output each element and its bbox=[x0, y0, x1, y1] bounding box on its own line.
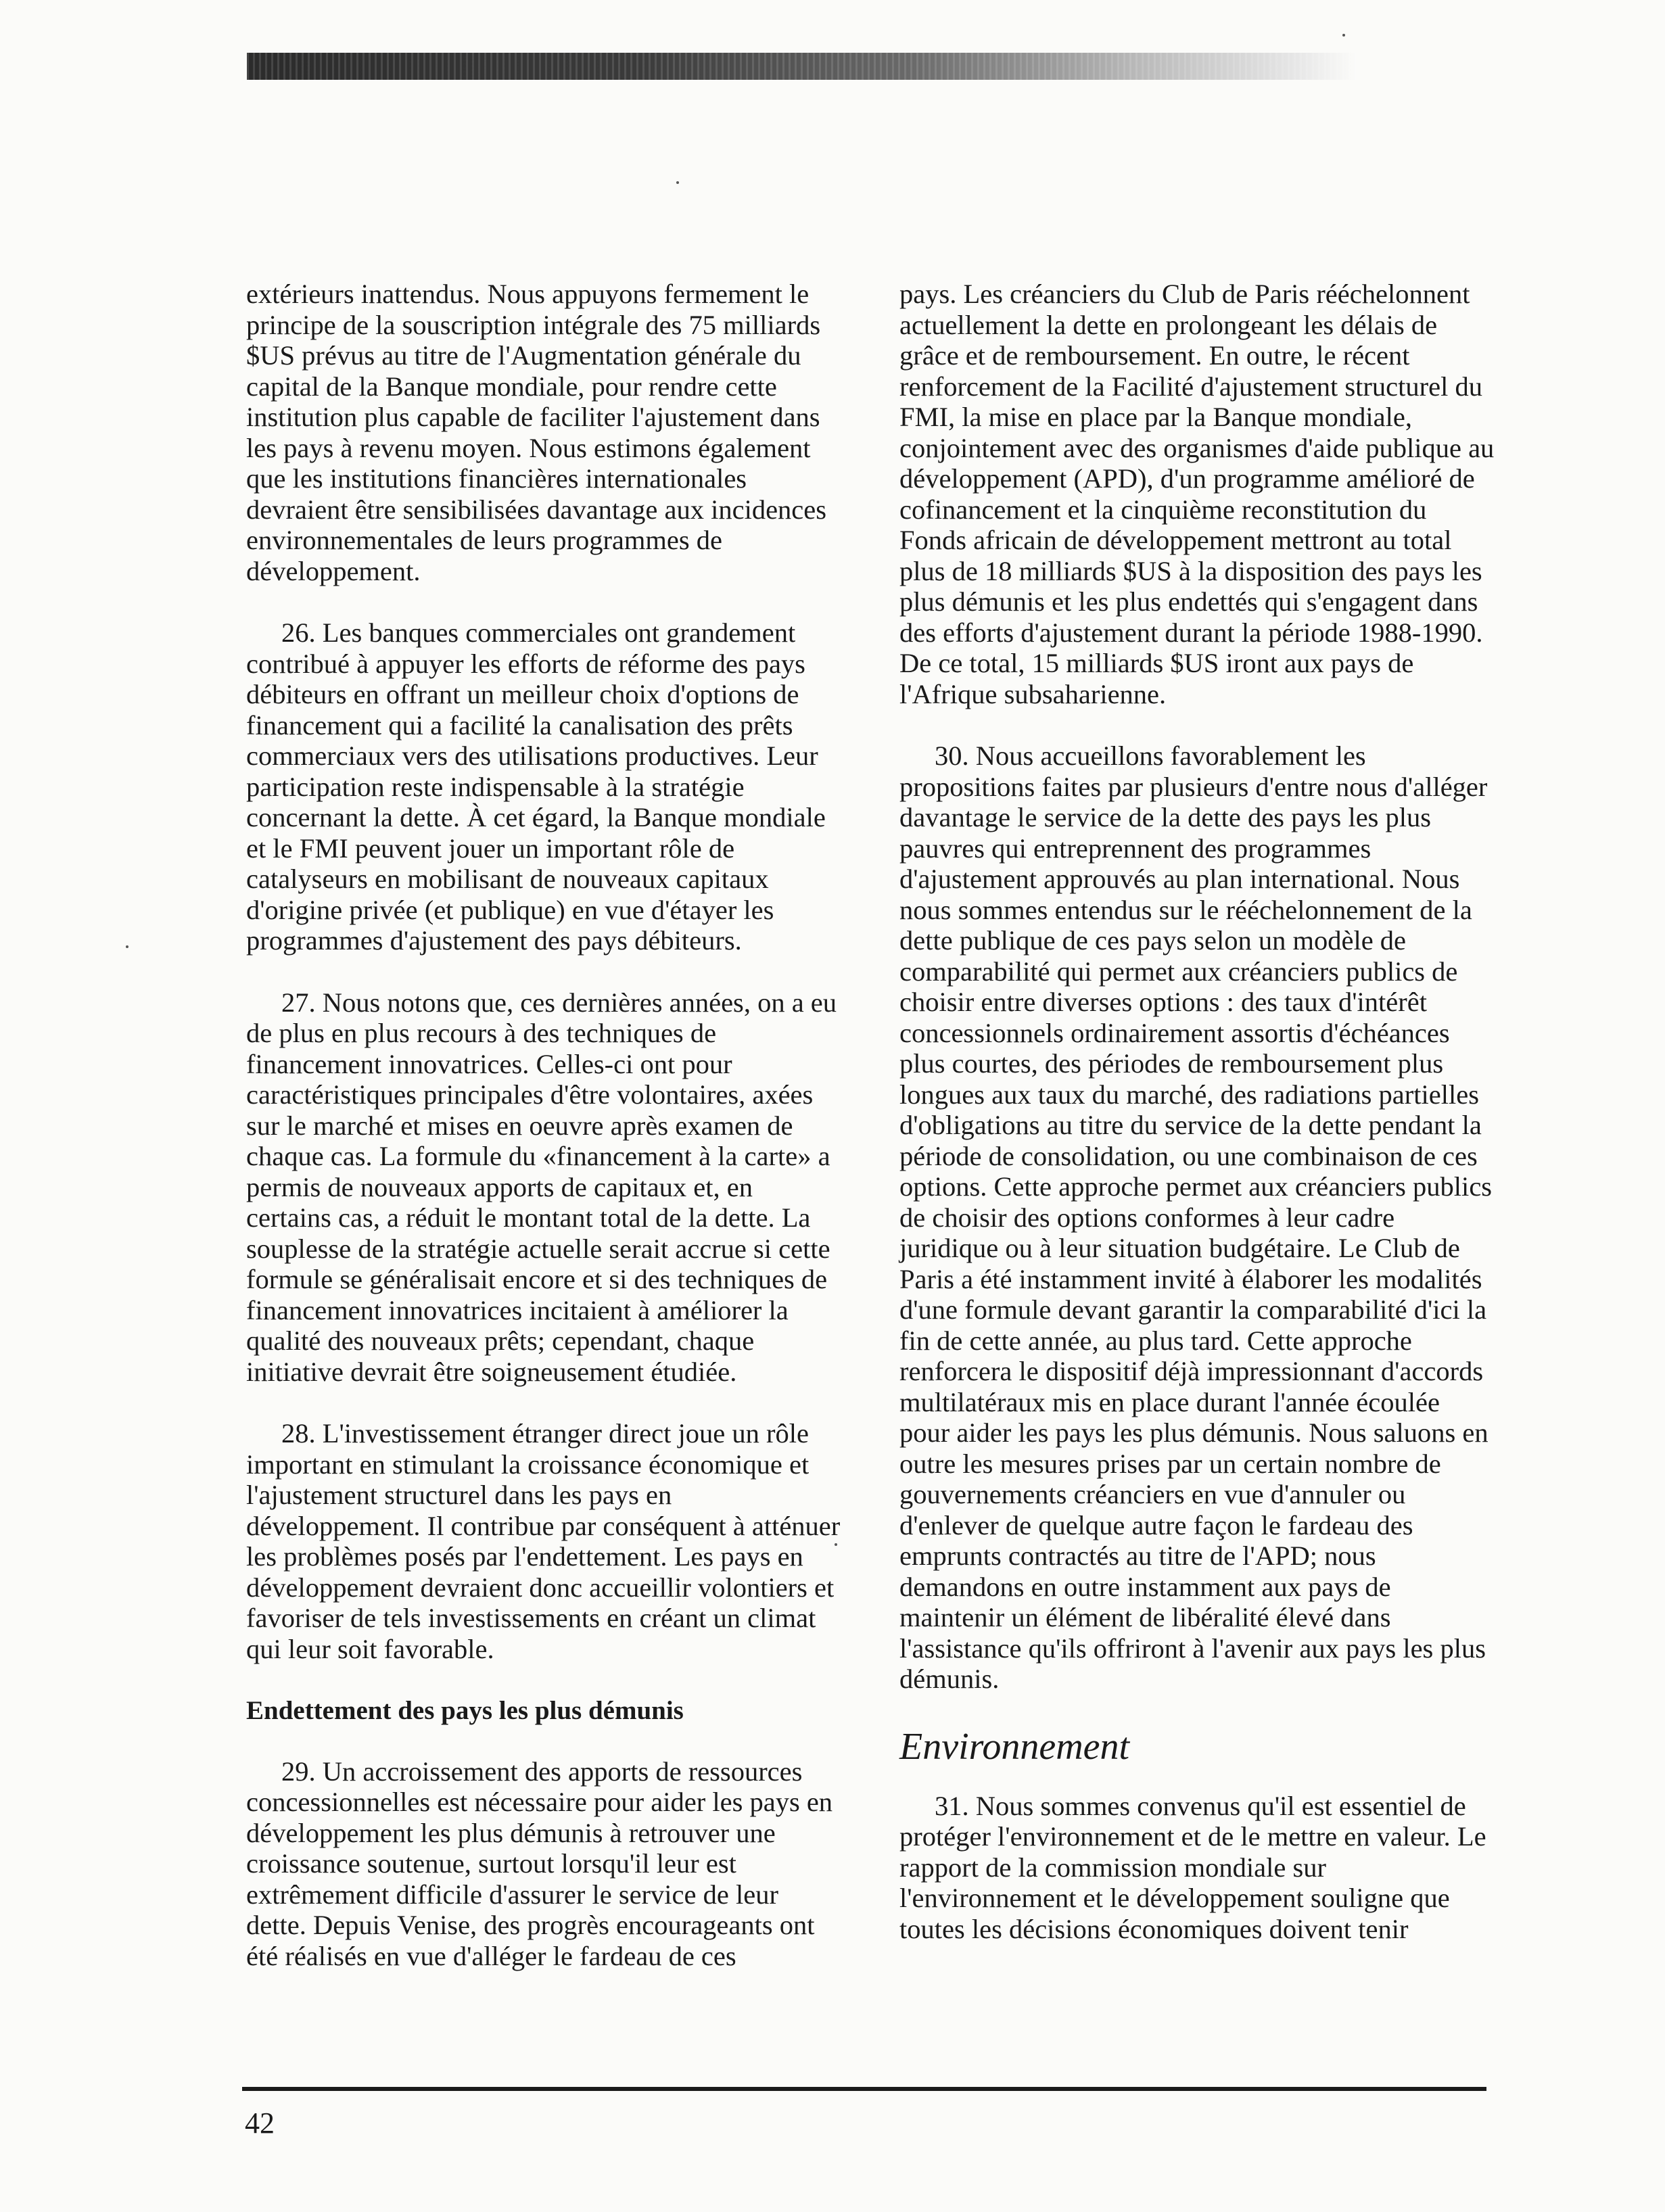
section-title-environnement: Environnement bbox=[899, 1725, 1130, 1768]
scan-speck bbox=[676, 181, 679, 184]
paragraph-29: 29. Un accroissement des apports de ressources concessionnelles est nécessaire pour aider les pays en développement les plus démunis à retrouver une croissance soutenue, surtout lorsqu'il leur est extrêmement difficile d'assurer le service de leur dette. Depuis Venise, des progrès encourageants ont été réalisés en vue d'alléger le fardeau de ces bbox=[246, 1756, 833, 1971]
page-number: 42 bbox=[245, 2107, 275, 2140]
right-column bbox=[899, 279, 1495, 1975]
left-column bbox=[246, 279, 841, 2002]
header-band bbox=[247, 53, 1356, 80]
footer-rule bbox=[242, 2087, 1486, 2091]
scan-speck bbox=[835, 1543, 837, 1546]
paragraph-continued: extérieurs inattendus. Nous appuyons fermement le principe de la souscription intégrale des 75 milliards $US prévus au titre de l'Augmentation générale du capital de la Banque mondiale, pour rendre cette institution plus capable de faciliter l'ajustement dans les pays à revenu moyen. Nous estimons également que les institutions financières internationales devraient être sensibilisées davantage aux incidences environnementales de leurs programmes de développement. bbox=[246, 279, 827, 586]
paragraph-29-continued: pays. Les créanciers du Club de Paris rééchelonnent actuellement la dette en prolongeant les délais de grâce et de remboursement. En outre, le récent renforcement de la Facilité d'ajustement structurel du FMI, la mise en place par la Banque mondiale, conjointement avec des organismes d'aide publique au développement (APD), d'un programme amélioré de cofinancement et la cinquième reconstitution du Fonds africain de développement mettront au total plus de 18 milliards $US à la disposition des pays les plus démunis et les plus endettés qui s'engagent dans des efforts d'ajustement durant la période 1988-1990. De ce total, 15 milliards $US iront aux pays de l'Afrique subsaharienne. bbox=[899, 279, 1495, 709]
scan-speck bbox=[126, 945, 128, 948]
paragraph-28: 28. L'investissement étranger direct joue un rôle important en stimulant la croissance économique et l'ajustement structurel dans les pays en développement. Il contribue par conséquent à atténuer les problèmes posés par l'endettement. Les pays en développement devraient donc accueillir volontiers et favoriser de tels investissements en créant un climat qui leur soit favorable. bbox=[246, 1418, 841, 1664]
paragraph-30: 30. Nous accueillons favorablement les propositions faites par plusieurs d'entre nous d'alléger davantage le service de la dette des pays les plus pauvres qui entreprennent des programmes d'ajustement approuvés au plan international. Nous nous sommes entendus sur le rééchelonnement de la dette publique de ces pays selon un modèle de comparabilité qui permet aux créanciers publics de choisir entre diverses options : des taux d'intérêt concessionnels ordinairement assortis d'échéances plus courtes, des périodes de remboursement plus longues aux taux du marché, des radiations partielles d'obligations au titre du service de la dette pendant la période de consolidation, ou une combinaison de ces options. Cette approche permet aux créanciers publics de choisir des options conformes à leur cadre juridique ou à leur situation budgétaire. Le Club de Paris a été instamment invité à élaborer les modalités d'une formule devant garantir la comparabilité d'ici la fin de cette année, au plus tard. Cette approche renforcera le dispositif déjà impressionnant d'accords multilatéraux mis en place durant l'année écoulée pour aider les pays les plus démunis. Nous saluons en outre les mesures prises par un certain nombre de gouvernements créanciers en vue d'annuler ou d'enlever de quelque autre façon le fardeau des emprunts contractés au titre de l'APD; nous demandons en outre instamment aux pays de maintenir un élément de libéralité élevé dans l'assistance qu'ils offriront à l'avenir aux pays les plus démunis. bbox=[899, 740, 1493, 1694]
subheading-endettement: Endettement des pays les plus démunis bbox=[246, 1696, 684, 1725]
paragraph-27: 27. Nous notons que, ces dernières années, on a eu de plus en plus recours à des techniques de financement innovatrices. Celles-ci ont pour caractéristiques principales d'être volontaires, axées sur le marché et mises en oeuvre après examen de chaque cas. La formule du «financement à la carte» a permis de nouveaux apports de capitaux et, en certains cas, a réduit le montant total de la dette. La souplesse de la stratégie actuelle serait accrue si cette formule se généralisait encore et si des techniques de financement innovatrices incitaient à améliorer la qualité des nouveaux prêts; cependant, chaque initiative devrait être soigneusement étudiée. bbox=[246, 987, 837, 1387]
scan-speck bbox=[1342, 34, 1345, 37]
paragraph-26: 26. Les banques commerciales ont grandement contribué à appuyer les efforts de réforme des pays débiteurs en offrant un meilleur choix d'options de financement qui a facilité la canalisation des prêts commerciaux vers des utilisations productives. Leur participation reste indispensable à la stratégie concernant la dette. À cet égard, la Banque mondiale et le FMI peuvent jouer un important rôle de catalyseurs en mobilisant de nouveaux capitaux d'origine privée (et publique) en vue d'étayer les programmes d'ajustement des pays débiteurs. bbox=[246, 617, 826, 956]
paragraph-31: 31. Nous sommes convenus qu'il est essentiel de protéger l'environnement et de le mettre en valeur. Le rapport de la commission mondiale sur l'environnement et le développement souligne que toutes les décisions économiques doivent tenir bbox=[899, 1790, 1486, 1944]
